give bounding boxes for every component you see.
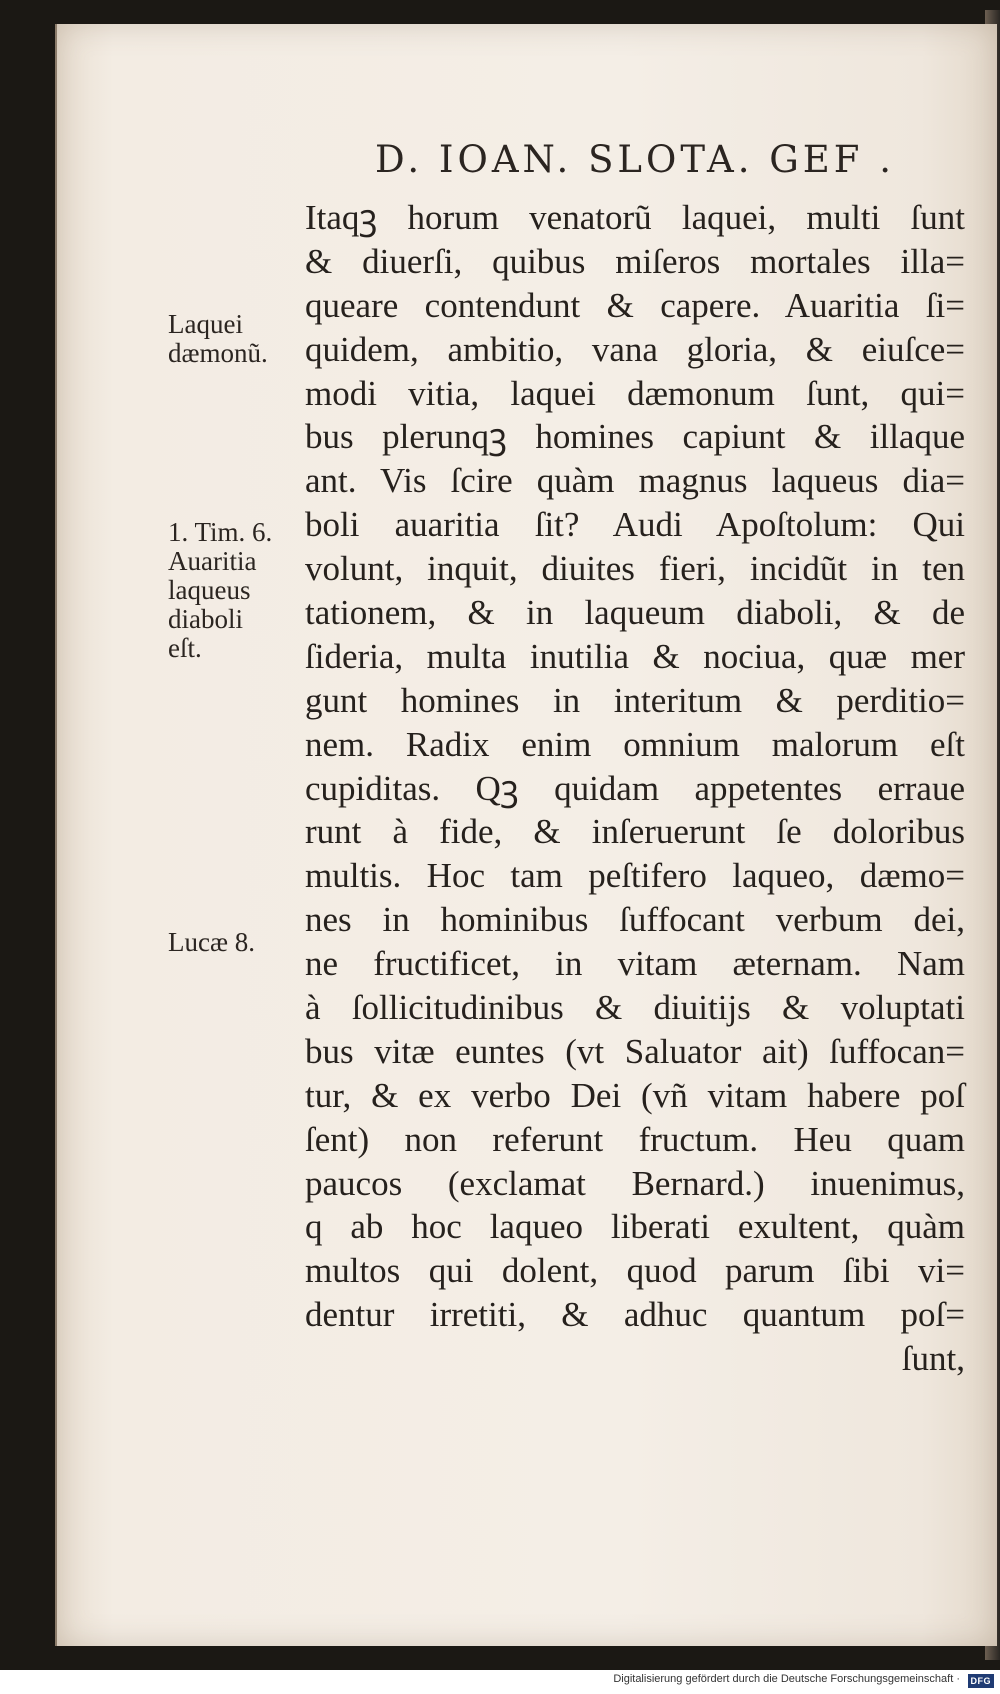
text-line: nem. Radix enim omnium malorum eſt — [305, 724, 965, 764]
text-line: ne fructificet, in vitam æternam. Nam — [305, 944, 965, 984]
running-head: D. IOAN. SLOTA. GEF . — [375, 138, 895, 181]
margin-note-timothy — [168, 518, 272, 663]
margin-note-line: Laquei — [168, 309, 243, 339]
text-line: boli auaritia ſit? Audi Apoſtolum: Qui — [305, 505, 965, 545]
margin-note-line: dæmonũ. — [168, 338, 268, 368]
catchword: ſunt, — [901, 1339, 965, 1379]
text-line: volunt, inquit, diuites fieri, incidũt in ten — [305, 549, 965, 589]
text-line: tationem, & in laqueum diaboli, & de — [305, 593, 965, 633]
margin-note-line: 1. Tim. 6. — [168, 517, 273, 547]
digitization-footer — [0, 1670, 1000, 1694]
margin-note-laquei — [168, 310, 268, 368]
text-line: bus vitæ euntes (vt Saluator ait) ſuffocan= — [305, 1031, 965, 1071]
text-line: modi vitia, laquei dæmonum ſunt, qui= — [305, 373, 965, 413]
text-line: multis. Hoc tam peſtifero laqueo, dæmo= — [305, 856, 965, 896]
text-line: dentur irretiti, & adhuc quantum poſ= — [305, 1295, 965, 1335]
text-line: runt à fide, & inſeruerunt ſe doloribus — [305, 812, 965, 852]
text-line: ant. Vis ſcire quàm magnus laqueus dia= — [305, 461, 965, 501]
text-line: à ſollicitudinibus & diuitijs & voluptati — [305, 988, 965, 1028]
dfg-logo-icon: DFG — [968, 1674, 995, 1688]
margin-note-line: Auaritia — [168, 546, 257, 576]
margin-note-line: laqueus — [168, 575, 251, 605]
text-line: nes in hominibus ſuffocant verbum dei, — [305, 900, 965, 940]
margin-note-line: eſt. — [168, 633, 202, 663]
text-line: q ab hoc laqueo liberati exultent, quàm — [305, 1207, 965, 1247]
text-line: bus plerunqꝫ homines capiunt & illaque — [305, 417, 965, 457]
text-line: multos qui dolent, quod parum ſibi vi= — [305, 1251, 965, 1291]
text-line: quidem, ambitio, vana gloria, & eiuſce= — [305, 329, 965, 369]
text-line: cupiditas. Qꝫ quidam appetentes erraue — [305, 768, 965, 808]
text-line: ſideria, multa inutilia & nociua, quæ mer — [305, 636, 965, 676]
text-line: & diuerſi, quibus miſeros mortales illa= — [305, 241, 965, 281]
text-line: tur, & ex verbo Dei (vñ vitam habere poſ — [305, 1075, 965, 1115]
margin-note-line: Lucæ 8. — [168, 927, 255, 957]
text-line: paucos (exclamat Bernard.) inuenimus, — [305, 1163, 965, 1203]
text-line: Itaqꝫ horum venatorũ laquei, multi ſunt — [305, 198, 965, 237]
footer-credit: Digitalisierung gefördert durch die Deutsche Forschungsgemeinschaft · — [613, 1673, 960, 1685]
body-text — [305, 196, 965, 1381]
text-line: gunt homines in interitum & perditio= — [305, 680, 965, 720]
margin-note-line: diaboli — [168, 604, 243, 634]
text-line: ſent) non referunt fructum. Heu quam — [305, 1119, 965, 1159]
text-line: queare contendunt & capere. Auaritia ſi= — [305, 285, 965, 325]
margin-note-luke — [168, 928, 255, 957]
